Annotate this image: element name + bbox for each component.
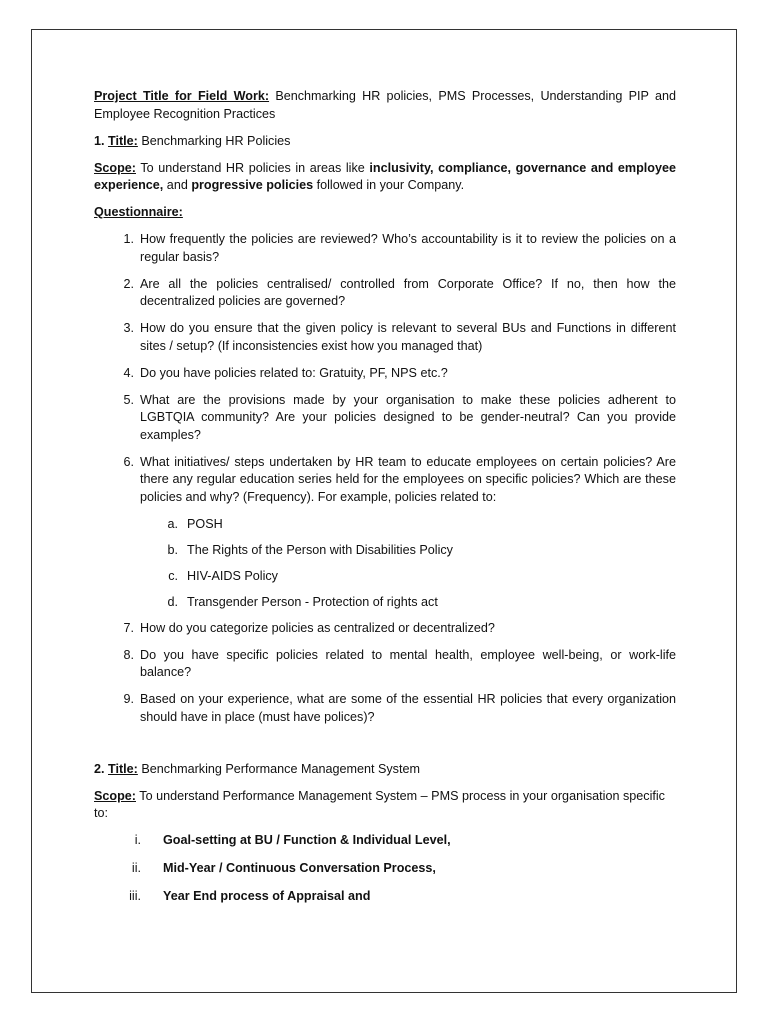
question-item — [94, 454, 676, 507]
pms-item-text: Goal-setting at BU / Function & Individual Level, — [163, 833, 451, 847]
section1-title — [94, 133, 676, 151]
pms-item — [94, 832, 676, 850]
section2-title-text: Benchmarking Performance Management System — [137, 761, 420, 776]
question-text: Do you have policies related to: Gratuity, PF, NPS etc.? — [140, 365, 448, 380]
question-item — [94, 231, 676, 266]
question-number: 9. — [123, 692, 134, 706]
question-text: How do you categorize policies as centralized or decentralized? — [140, 620, 495, 635]
policy-sub-item — [94, 568, 676, 586]
section2-title-label: Title: — [108, 761, 138, 776]
question-item — [94, 392, 676, 445]
question-text: Based on your experience, what are some of the essential HR policies that every organization should have in place (must have polices)? — [140, 692, 676, 724]
question-item — [94, 320, 676, 355]
questionnaire-label: Questionnaire: — [94, 205, 183, 219]
section1-scope-text-0: To understand HR policies in areas like — [136, 160, 370, 175]
pms-item-number: iii. — [129, 889, 141, 903]
policy-sub-item — [94, 594, 676, 612]
policy-sub-item — [94, 542, 676, 560]
section1-scope-text-3: progressive policies — [191, 178, 314, 192]
question-item — [94, 620, 676, 638]
questionnaire-list — [94, 231, 676, 726]
question-item — [94, 691, 676, 726]
pms-item — [94, 888, 676, 906]
question-number: 7. — [123, 620, 134, 635]
project-title — [94, 88, 676, 123]
policy-sub-item — [94, 516, 676, 534]
question-number: 2. — [123, 276, 134, 291]
pms-item-number: ii. — [131, 861, 141, 875]
pms-item-text: Year End process of Appraisal and — [163, 889, 371, 903]
sub-item-letter: d. — [167, 594, 178, 609]
section2-scope-label: Scope: — [94, 788, 136, 803]
sub-item-text: The Rights of the Person with Disabilities Policy — [187, 542, 453, 557]
section1-title-text: Benchmarking HR Policies — [137, 133, 291, 148]
section1-prefix: 1. — [94, 133, 109, 148]
sub-item-text: HIV-AIDS Policy — [187, 568, 278, 583]
question-number: 1. — [123, 232, 134, 246]
pms-item-text: Mid-Year / Continuous Conversation Process, — [163, 861, 436, 875]
question-number: 5. — [123, 392, 134, 407]
sub-item-letter: a. — [167, 516, 178, 531]
section1-scope — [94, 160, 676, 195]
question-item — [94, 276, 676, 311]
section2-prefix: 2. — [94, 761, 109, 776]
document-content — [94, 88, 676, 916]
section1-scope-text-4: followed in your Company. — [313, 178, 465, 192]
question-text: Are all the policies centralised/ controlled from Corporate Office? If no, then how the decentralized policies are governed? — [140, 276, 676, 308]
question-number: 4. — [123, 365, 134, 380]
project-title-text: Benchmarking HR policies, PMS Processes, Understanding PIP and Employee Recognition Practices — [94, 89, 676, 121]
questionnaire-heading — [94, 204, 676, 222]
section2-scope-text: To understand Performance Management System – PMS process in your organisation specific to: — [94, 788, 665, 820]
document-page — [31, 29, 737, 993]
section1-title-label: Title: — [108, 133, 138, 148]
question-number: 6. — [123, 454, 134, 469]
pms-list — [94, 832, 676, 906]
sub-item-letter: b. — [167, 542, 178, 557]
question-text: What initiatives/ steps undertaken by HR team to educate employees on certain policies? Are there any regular education series held for the employees on specific policies? Which are these policies and why? (Frequency). For example, policies related to: — [140, 454, 676, 504]
question-item — [94, 647, 676, 682]
section1-scope-label: Scope: — [94, 160, 136, 175]
sub-item-text: Transgender Person - Protection of rights act — [187, 594, 438, 609]
section2-title — [94, 761, 676, 779]
sub-item-letter: c. — [168, 568, 178, 583]
question-text: Do you have specific policies related to mental health, employee well-being, or work-life balance? — [140, 647, 676, 679]
pms-item — [94, 860, 676, 878]
section1-scope-text-2: and — [163, 178, 192, 192]
section1-scope-text-1: inclusivity, compliance, governance and employee experience, — [94, 160, 676, 192]
question-text: How frequently the policies are reviewed? Who’s accountability is it to review the policies on a regular basis? — [140, 232, 676, 264]
pms-item-number: i. — [134, 833, 141, 847]
question-number: 3. — [123, 321, 134, 335]
question-text: What are the provisions made by your organisation to make these policies adherent to LGBTQIA community? Are your policies designed to be gender-neutral? Can you provide examples? — [140, 392, 676, 442]
section2-scope — [94, 788, 676, 823]
sub-item-text: POSH — [187, 516, 223, 531]
question-number: 8. — [123, 647, 134, 662]
question-text: How do you ensure that the given policy is relevant to several BUs and Functions in different sites / setup? (If inconsistencies exist how you managed that) — [140, 321, 676, 353]
question-item — [94, 365, 676, 383]
section-gap — [94, 736, 676, 761]
project-title-label: Project Title for Field Work: — [94, 89, 270, 103]
